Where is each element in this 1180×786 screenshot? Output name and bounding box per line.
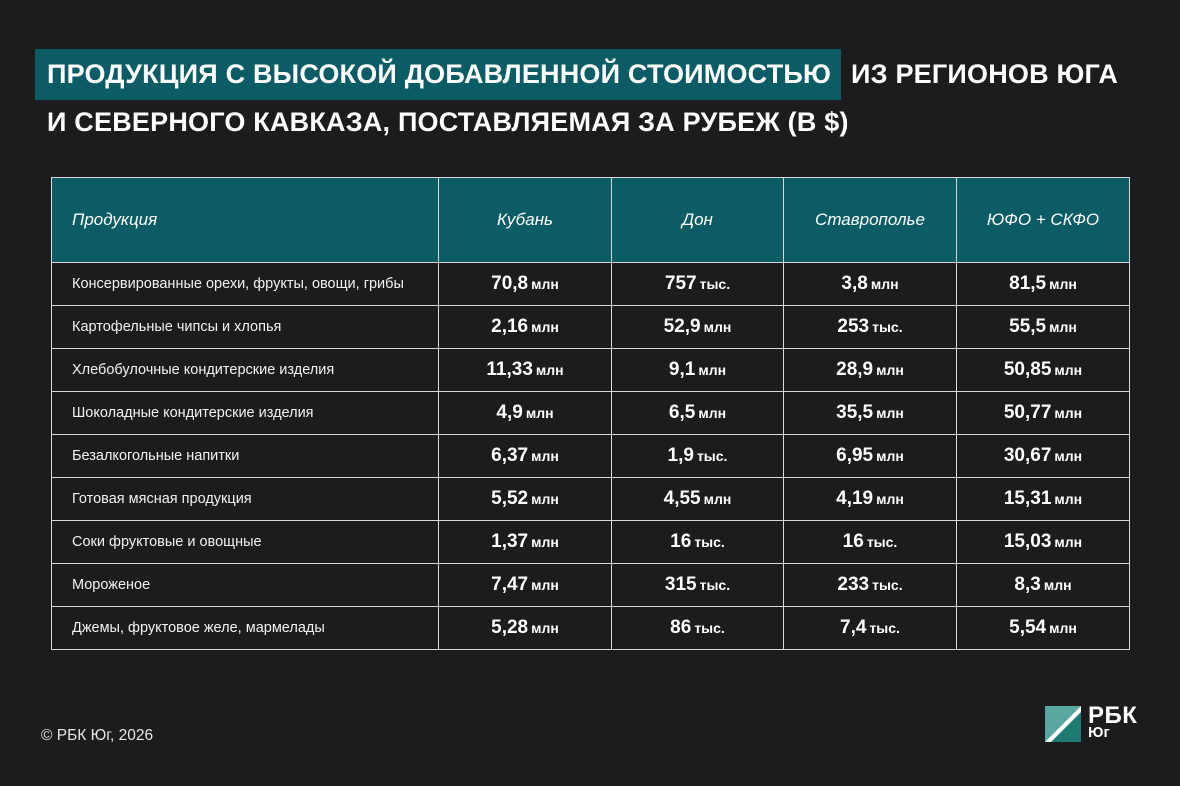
value-cell [957,392,1130,435]
value-unit: тыс. [872,577,903,593]
product-name-cell: Картофельные чипсы и хлопья [52,306,439,349]
value-unit: млн [1049,319,1077,335]
value-number: 9,1 [668,359,696,380]
value-unit: тыс. [699,276,731,292]
value-number: 30,67 [1003,445,1052,466]
value-number: 8,3 [1014,574,1041,595]
product-name-cell: Мороженое [52,564,439,607]
value-unit: млн [703,319,732,335]
value-number: 52,9 [663,316,701,337]
value-unit: млн [531,448,559,464]
value-number: 28,9 [836,359,874,380]
title-line-2 [35,97,849,148]
value-cell [612,306,784,349]
value-cell [957,263,1130,306]
value-cell [612,263,784,306]
value-number: 6,95 [836,445,874,466]
value-unit: млн [876,448,904,464]
rbc-yug-logo [1045,704,1145,744]
value-number: 7,47 [491,574,529,595]
value-cell [957,478,1130,521]
value-unit: млн [531,491,559,507]
value-unit: млн [531,620,559,636]
value-number: 5,52 [491,488,529,509]
value-cell [784,349,957,392]
table-header-row [52,178,1130,263]
table-row [52,435,1130,478]
value-cell [439,607,612,650]
value-unit: тыс. [872,319,903,335]
value-unit: тыс. [866,534,898,550]
table-row [52,392,1130,435]
value-number: 4,55 [663,488,701,509]
value-unit: млн [535,362,564,378]
value-unit: млн [698,405,727,421]
value-number: 35,5 [836,402,874,423]
product-name-cell: Джемы, фруктовое желе, мармелады [52,607,439,650]
value-cell [612,607,784,650]
value-number: 15,03 [1003,531,1052,552]
title-line-1 [35,49,1118,100]
title-highlight: ПРОДУКЦИЯ С ВЫСОКОЙ ДОБАВЛЕННОЙ СТОИМОСТЬЮ [35,49,841,100]
header-stavropol: Ставрополье [784,178,957,263]
logo-mark-icon [1045,706,1081,742]
table-row [52,263,1130,306]
value-number: 16 [842,531,864,552]
value-unit: млн [876,491,904,507]
value-cell [439,306,612,349]
table-row [52,521,1130,564]
value-number: 4,9 [496,402,523,423]
value-cell [957,521,1130,564]
value-cell [784,478,957,521]
title-second-line: И СЕВЕРНОГО КАВКАЗА, ПОСТАВЛЯЕМАЯ ЗА РУБЕЖ (В $) [47,107,849,137]
value-cell [439,392,612,435]
value-number: 3,8 [841,273,868,294]
value-number: 11,33 [486,359,533,380]
value-unit: тыс. [696,448,728,464]
value-number: 16 [670,531,692,552]
value-number: 86 [670,617,692,638]
value-cell [784,263,957,306]
value-unit: млн [531,319,559,335]
value-unit: млн [531,276,559,292]
value-unit: тыс. [694,534,725,550]
value-cell [612,349,784,392]
title-rest: ИЗ РЕГИОНОВ ЮГА [851,59,1119,89]
value-unit: млн [1049,620,1077,636]
value-unit: млн [876,362,904,378]
value-number: 5,28 [491,617,529,638]
value-number: 81,5 [1009,273,1047,294]
value-number: 15,31 [1003,488,1052,509]
value-cell [784,564,957,607]
value-unit: млн [531,534,559,550]
product-name-cell: Безалкогольные напитки [52,435,439,478]
header-kuban: Кубань [439,178,612,263]
value-cell [612,521,784,564]
table-row [52,306,1130,349]
value-unit: млн [876,405,904,421]
value-cell [784,392,957,435]
value-number: 315 [664,574,697,595]
value-cell [612,435,784,478]
value-cell [439,564,612,607]
value-unit: тыс. [694,620,725,636]
value-cell [784,521,957,564]
value-number: 50,77 [1003,402,1052,423]
value-unit: млн [1049,276,1077,292]
value-cell [612,392,784,435]
value-cell [784,607,957,650]
value-cell [439,349,612,392]
value-cell [784,306,957,349]
value-number: 6,37 [491,445,529,466]
value-number: 6,5 [668,402,696,423]
header-don: Дон [612,178,784,263]
value-cell [612,564,784,607]
value-number: 4,19 [836,488,874,509]
export-table [51,177,1130,650]
product-name-cell: Готовая мясная продукция [52,478,439,521]
copyright-text: © РБК Юг, 2026 [41,727,154,744]
product-name-cell: Соки фруктовые и овощные [52,521,439,564]
product-name-cell: Хлебобулочные кондитерские изделия [52,349,439,392]
value-number: 5,54 [1009,617,1047,638]
value-unit: тыс. [699,577,731,593]
value-number: 55,5 [1009,316,1047,337]
value-unit: млн [870,276,899,292]
value-cell [957,349,1130,392]
value-number: 233 [837,574,870,595]
product-name-cell: Шоколадные кондитерские изделия [52,392,439,435]
value-number: 1,9 [667,445,694,466]
value-cell [439,435,612,478]
logo-text-main: РБК [1088,702,1138,729]
value-cell [439,263,612,306]
value-cell [784,435,957,478]
value-unit: тыс. [869,620,900,636]
value-unit: млн [525,405,554,421]
value-unit: млн [1054,448,1083,464]
table-row [52,349,1130,392]
value-unit: млн [1054,405,1083,421]
header-total: ЮФО + СКФО [957,178,1130,263]
table-body [52,263,1130,650]
value-cell [439,521,612,564]
logo-text-sub: Юг [1088,724,1110,741]
value-number: 7,4 [840,617,867,638]
value-unit: млн [1054,534,1083,550]
value-unit: млн [1043,577,1072,593]
value-unit: млн [1054,362,1083,378]
value-number: 757 [664,273,697,294]
value-cell [957,435,1130,478]
value-cell [612,478,784,521]
value-cell [957,306,1130,349]
value-unit: млн [698,362,727,378]
value-number: 70,8 [491,273,529,294]
value-cell [439,478,612,521]
table-row [52,564,1130,607]
value-unit: млн [1054,491,1083,507]
product-name-cell: Консервированные орехи, фрукты, овощи, грибы [52,263,439,306]
header-product: Продукция [52,178,439,263]
value-number: 253 [837,316,870,337]
value-number: 2,16 [491,316,529,337]
value-number: 1,37 [491,531,529,552]
value-number: 50,85 [1003,359,1052,380]
table-row [52,607,1130,650]
table-row [52,478,1130,521]
value-unit: млн [703,491,732,507]
value-cell [957,564,1130,607]
value-unit: млн [531,577,559,593]
value-cell [957,607,1130,650]
